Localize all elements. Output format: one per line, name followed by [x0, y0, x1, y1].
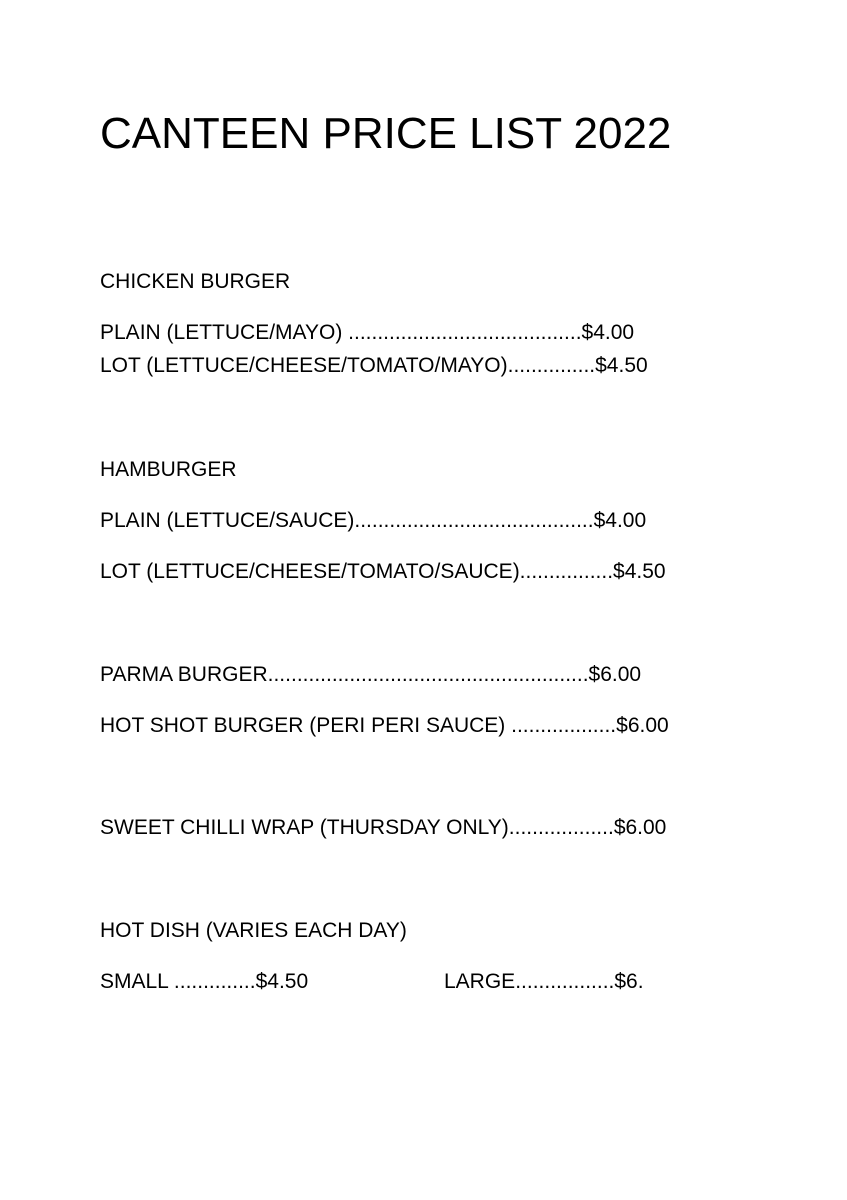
price-item-hot-dish-large: LARGE.................$6.	[444, 970, 644, 993]
section-heading-chicken-burger: CHICKEN BURGER	[100, 270, 291, 293]
price-item-chicken-lot: LOT (LETTUCE/CHEESE/TOMATO/MAYO)...............$4.50	[100, 354, 648, 377]
price-item-hamburger-plain: PLAIN (LETTUCE/SAUCE).........................................$4.00	[100, 509, 647, 532]
price-item-hot-dish-small: SMALL ..............$4.50	[100, 970, 309, 993]
price-item-hot-shot-burger: HOT SHOT BURGER (PERI PERI SAUCE) ..................$6.00	[100, 714, 669, 737]
page-title: CANTEEN PRICE LIST 2022	[100, 109, 672, 158]
price-item-hamburger-lot: LOT (LETTUCE/CHEESE/TOMATO/SAUCE)................$4.50	[100, 560, 666, 583]
price-item-parma-burger: PARMA BURGER.......................................................$6.00	[100, 663, 642, 686]
section-heading-hamburger: HAMBURGER	[100, 458, 237, 481]
price-item-sweet-chilli-wrap: SWEET CHILLI WRAP (THURSDAY ONLY)..................$6.00	[100, 816, 667, 839]
price-item-chicken-plain: PLAIN (LETTUCE/MAYO) ........................................$4.00	[100, 321, 635, 344]
section-heading-hot-dish: HOT DISH (VARIES EACH DAY)	[100, 919, 407, 942]
